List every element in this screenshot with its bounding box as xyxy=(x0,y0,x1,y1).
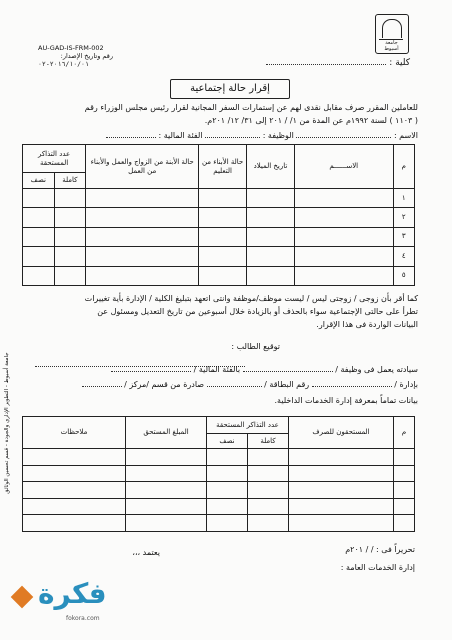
employee-row-2 xyxy=(30,380,418,390)
declaration-line-3: البيانات الواردة فى هذا الإقرار. xyxy=(316,320,418,329)
col-half: نصف xyxy=(23,173,55,189)
college-label: كلية : xyxy=(389,58,410,68)
table-row: ٤ xyxy=(23,247,415,266)
intro-line-1: للعاملين المقرر صرف مقابل نقدى لهم عن إستمارات السفر المجانية لقرار رئيس مجلس الوزراء رقم xyxy=(84,103,418,112)
watermark-brand: فكرة xyxy=(38,577,107,610)
name-input[interactable] xyxy=(296,137,391,138)
declaration-line-1: كما أقر بأن زوجى / زوجتى ليس / ليست موظف/موظفة وانتى اتعهد بتبليغ الكلية / الإدارة بأية تغييرات xyxy=(84,294,418,303)
grade-label: الفئة المالية : xyxy=(158,131,203,140)
dept-input[interactable] xyxy=(312,386,392,387)
table-row: ٣ xyxy=(23,227,415,246)
table-row: ٢ xyxy=(23,208,415,227)
written-date: تحريراً فى : / / ٢٠١م xyxy=(345,545,415,554)
watermark-logo xyxy=(8,575,158,625)
emp-grade-label: بالفئة المالية / xyxy=(193,365,241,374)
col2-notes: ملاحظات xyxy=(23,417,126,449)
col2-full: كاملة xyxy=(248,434,289,449)
declaration-line-2: تطرأ على حالتى الإجتماعية سواء بالحذف أو بالزيادة خلال أسبوعين من تاريخ التعديل ومسئول عن xyxy=(97,307,418,316)
college-field xyxy=(250,58,410,69)
table-row xyxy=(23,498,415,515)
table-row: ١ xyxy=(23,189,415,208)
table-row xyxy=(23,482,415,499)
card-input[interactable] xyxy=(207,386,262,387)
table-row xyxy=(23,465,415,482)
issued-input[interactable] xyxy=(82,386,122,387)
dept-label: بإدارة / xyxy=(394,380,418,389)
card-label: رقم البطاقة / xyxy=(264,380,310,389)
works-in-label: سيادته يعمل فى وظيفة / xyxy=(335,365,418,374)
college-input[interactable] xyxy=(266,64,386,65)
name-label: الاسم : xyxy=(393,131,418,140)
works-in-input[interactable] xyxy=(243,371,333,372)
issue-label: رقم وتاريخ الإصدار: xyxy=(60,52,113,60)
col-num: م xyxy=(393,145,414,189)
col2-half: نصف xyxy=(207,434,248,449)
signature-field xyxy=(130,342,280,352)
reviewed-note: بيانات تماماً بمعرفة إدارة الخدمات الداخلية. xyxy=(274,396,418,405)
col-full: كاملة xyxy=(54,173,86,189)
fields-row xyxy=(30,131,418,141)
entitled-table xyxy=(22,416,415,532)
grade-input[interactable] xyxy=(106,137,156,138)
approved-label: يعتمد ،،، xyxy=(132,548,160,557)
logo-text: جامعة أسيوط xyxy=(384,40,399,52)
job-input[interactable] xyxy=(205,137,260,138)
col-children-marriage: حالة الأبنة من الزواج والعمل والأبناء من العمل xyxy=(86,145,199,189)
table-row: ٥ xyxy=(23,266,415,285)
col2-num: م xyxy=(394,417,415,449)
intro-line-2: ( ١١٠٣ ) لسنة ١٩٩٢م عن المدة من ١/ / ٢٠١ إلى ٣١/ ١٢/ ٢٠١م. xyxy=(204,116,418,125)
signature-label: توقيع الطالب : xyxy=(231,342,280,351)
logo-arch-icon xyxy=(382,19,402,38)
emp-grade-input[interactable] xyxy=(111,371,191,372)
table-row xyxy=(23,449,415,466)
col-name: الاســــــم xyxy=(294,145,393,189)
university-logo xyxy=(375,14,409,54)
col2-tickets: عدد التذاكر المستحقة xyxy=(207,417,289,434)
col2-entitled: المستحقون للصرف xyxy=(289,417,394,449)
watermark-url: fokora.com xyxy=(66,615,100,622)
diamond-icon xyxy=(11,586,34,609)
sidebar-text: جامعة أسيوط - التطوير الإداري والجودة - قسم تحسين الوثائق xyxy=(4,352,10,494)
table-row xyxy=(23,515,415,532)
col-birth: تاريخ الميلاد xyxy=(247,145,295,189)
form-code: AU-GAD-IS-FRM-002 xyxy=(38,44,104,52)
admin-label: إدارة الخدمات العامة : xyxy=(340,563,415,572)
col-tickets: عدد التذاكر المستحقة xyxy=(23,145,86,173)
children-table xyxy=(22,144,415,286)
col-children-edu: حالة الأبناء من التعليم xyxy=(199,145,247,189)
issued-label: صادرة من قسم /مركز / xyxy=(124,380,205,389)
issue-value: ٢٠١٦/١٠/٠١-٠٢ xyxy=(38,60,89,68)
col2-amount: المبلغ المستحق xyxy=(126,417,207,449)
page-title: إقرار حالة إجتماعية xyxy=(170,79,290,99)
employee-row-1 xyxy=(30,365,418,375)
job-label: الوظيفة : xyxy=(262,131,294,140)
